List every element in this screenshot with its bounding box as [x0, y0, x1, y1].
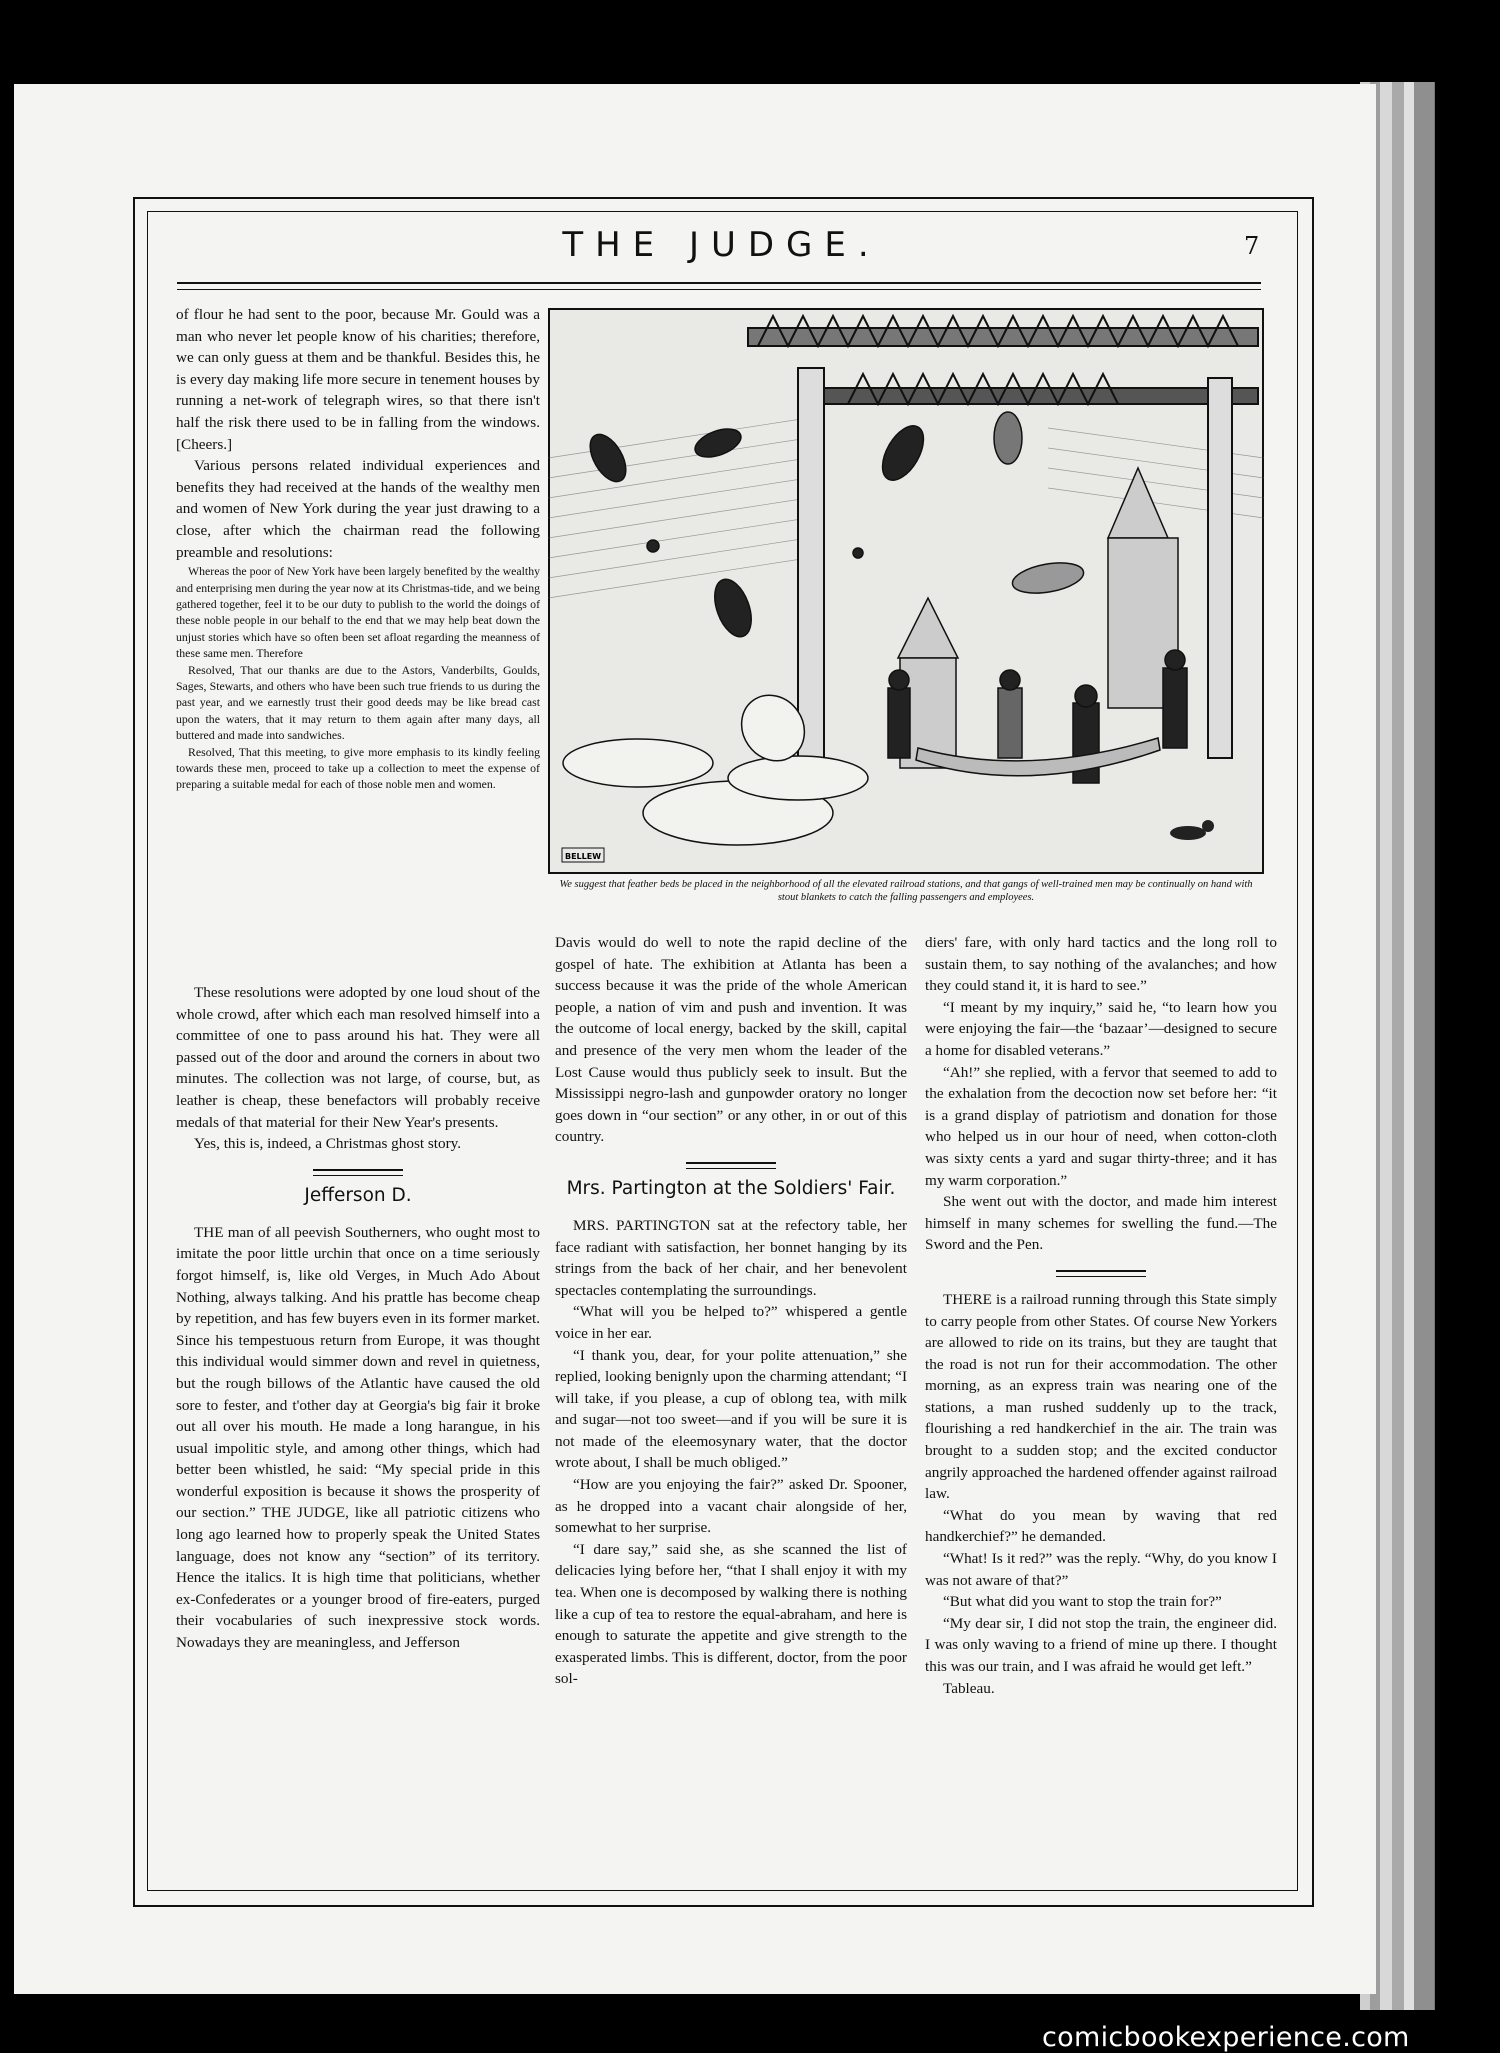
masthead-rule	[177, 289, 1261, 290]
paragraph: Various persons related individual experiences and benefits they had received at the hands of the wealthy men and women of New York during the year just drawing to a close, after which the chairman read the following preamble and resolutions:	[176, 457, 540, 561]
cartoon-caption: We suggest that feather beds be placed in the neighborhood of all the elevated railroad stations, and that gangs of well-trained men may be continually on hand with stout blankets to catch the falling passengers and employees.	[559, 879, 1253, 903]
section-divider	[1056, 1270, 1146, 1277]
page-number: 7	[1244, 232, 1260, 260]
paragraph: These resolutions were adopted by one loud shout of the whole crowd, after which each man resolved himself into a committee of one to pass around his hat. They were all passed out of the door and around the corners in about two minutes. The collection was not large, of course, but, as leather is cheap, these benefactors will probably receive medals of that material for their New Year's presents.	[176, 984, 540, 1131]
masthead-rule	[177, 282, 1261, 284]
editorial-cartoon	[548, 308, 1264, 874]
column-3	[925, 932, 1277, 1699]
paragraph: “How are you enjoying the fair?” asked Dr. Spooner, as he dropped into a vacant chair alongside of her, somewhat to her surprise.	[555, 1476, 907, 1537]
paragraph: Tableau.	[943, 1679, 995, 1697]
paragraph: Davis would do well to note the rapid decline of the gospel of hate. The exhibition at Atlanta has been a success because it was the pride of the whole American people, a nation of vim and push and invention. It was the outcome of local energy, backed by the skill, capital and presence of the very men whom the leader of the Lost Cause would thus publicly seek to insult. But the Mississippi negro-lash and gunpowder oratory no longer goes down in “our section” or any other, in or out of this country.	[555, 934, 907, 1146]
source-watermark: comicbookexperience.com	[1042, 2022, 1410, 2053]
paragraph: “What do you mean by waving that red handkerchief?” he demanded.	[925, 1506, 1277, 1546]
column-1	[176, 304, 540, 793]
article-heading: Mrs. Partington at the Soldiers' Fair.	[566, 1177, 896, 1199]
paragraph: She went out with the doctor, and made him interest himself in many schemes for swelling the fund.—The Sword and the Pen.	[925, 1193, 1277, 1254]
paragraph: diers' fare, with only hard tactics and the long roll to sustain them, to say nothing of the avalanches; and how they could stand it, it is hard to see.”	[925, 934, 1277, 995]
paragraph: “What will you be helped to?” whispered a gentle voice in her ear.	[555, 1303, 907, 1342]
paragraph: THERE is a railroad running through this State simply to carry people from other States. Of course New Yorkers are allowed to ride on its trains, but they are taught that the road is not run for their accommodation. The other morning, as an express train was nearing one of the stations, a man rushed suddenly up to the track, flourishing a red handkerchief in the air. The train was brought to a sudden stop; and the excited conductor angrily approached the hardened offender against railroad law.	[925, 1290, 1277, 1503]
paragraph: Yes, this is, indeed, a Christmas ghost story.	[194, 1135, 462, 1153]
paragraph: MRS. PARTINGTON sat at the refectory table, her face radiant with satisfaction, her bonnet hanging by its strings from the back of her chair, and her benevolent spectacles contemplating the surroundings.	[555, 1216, 907, 1299]
masthead-title: THE JUDGE.	[562, 225, 881, 265]
article-heading: Jefferson D.	[304, 1184, 412, 1206]
resolution: Whereas the poor of New York have been largely benefited by the wealthy and enterprising men during the year now at its Christmas-tide, and we being gathered together, feel it to be our duty to publish to the world the doings of these noble people in our behalf to the end that we may help beat down the unjust stories which have so often been set afloat regarding the meanness of these same men. Therefore	[176, 564, 540, 661]
paragraph: “I thank you, dear, for your polite attenuation,” she replied, looking benignly upon the charming attendant; “I will take, if you please, a cup of oblong tea, with milk and sugar—not too sweet—and if you will be sure it is not made of the eleemosynary water, that the doctor wrote about, I shall be much obliged.”	[555, 1346, 907, 1472]
column-2	[555, 932, 907, 1690]
resolution: Resolved, That this meeting, to give more emphasis to its kindly feeling towards these men, proceed to take up a collection to meet the expense of preparing a suitable medal for each of those noble men and women.	[176, 744, 540, 792]
paragraph: “I dare say,” said she, as she scanned the list of delicacies lying before her, “that I shall enjoy it with my tea. When one is decomposed by walking there is nothing like a cup of tea to restore the equal-abraham, and here is enough to saturate the appetite and give strength to the exasperated limbs. This is different, doctor, from the poor sol-	[555, 1540, 907, 1688]
paragraph: “What! Is it red?” was the reply. “Why, do you know I was not aware of that?”	[925, 1550, 1277, 1589]
column-1-continued	[176, 982, 540, 1654]
paragraph: of flour he had sent to the poor, because Mr. Gould was a man who never let people know of his charities; therefore, we can only guess at them and be thankful. Besides this, he is every day making life more secure in tenement houses by running a net-work of telegraph wires, so that there isn't half the risk there used to be in falling from the windows. [Cheers.]	[176, 306, 540, 453]
resolutions	[176, 563, 540, 793]
paragraph: THE man of all peevish Southerners, who ought most to imitate the poor little urchin that once on a time seriously forgot himself, is, like old Verges, in Much Ado About Nothing, always talking. And his prattle has become cheap by repetition, and has few buyers even in its former market. Since his tempestuous return from Europe, it was thought this individual would simmer down and revel in quietness, but the rough billows of the Atlantic have caused the old sore to fester, and t'other day at Georgia's big fair it broke out all over his mouth. He made a long harangue, in his usual impolitic style, and among other things, which had better been whistled, he said: “My special pride in this wonderful exposition is because it shows the prosperity of our section.” THE JUDGE, like all patriotic citizens who long ago learned how to properly speak the United States language, does not know any “section” of its territory. Hence the italics. It is high time that politicians, whether ex-Confederates or a younger brood of fire-eaters, purged their vocabularies of such inexpressive stock words. Nowadays they are meaningless, and Jefferson	[176, 1223, 540, 1652]
page-stack-edge	[1414, 82, 1435, 2010]
section-divider	[313, 1169, 403, 1176]
artist-signature: BELLEW	[564, 852, 602, 861]
section-divider	[686, 1162, 776, 1169]
paragraph: “But what did you want to stop the train for?”	[943, 1593, 1222, 1611]
paragraph: “Ah!” she replied, with a fervor that seemed to add to the exhalation from the decoction now set before her: “it is a grand display of patriotism and donation for those who helped us in our hour of need, when cotton-cloth was sixty cents a yard and sugar thirty-three; and it has my warm corporation.”	[925, 1063, 1277, 1189]
paragraph: “My dear sir, I did not stop the train, the engineer did. I was only waving to a friend of mine up there. I thought this was our train, and I was afraid he would get left.”	[925, 1614, 1277, 1675]
resolution: Resolved, That our thanks are due to the Astors, Vanderbilts, Goulds, Sages, Stewarts, and others who have been such true friends to us during the past year, and we earnestly trust their good deeds may be like bread cast upon the waters, that it may return to them again after many days, all buttered and made into sandwiches.	[176, 662, 540, 743]
paragraph: “I meant by my inquiry,” said he, “to learn how you were enjoying the fair—the ‘bazaar’—designed to secure a home for disabled veterans.”	[925, 998, 1277, 1059]
